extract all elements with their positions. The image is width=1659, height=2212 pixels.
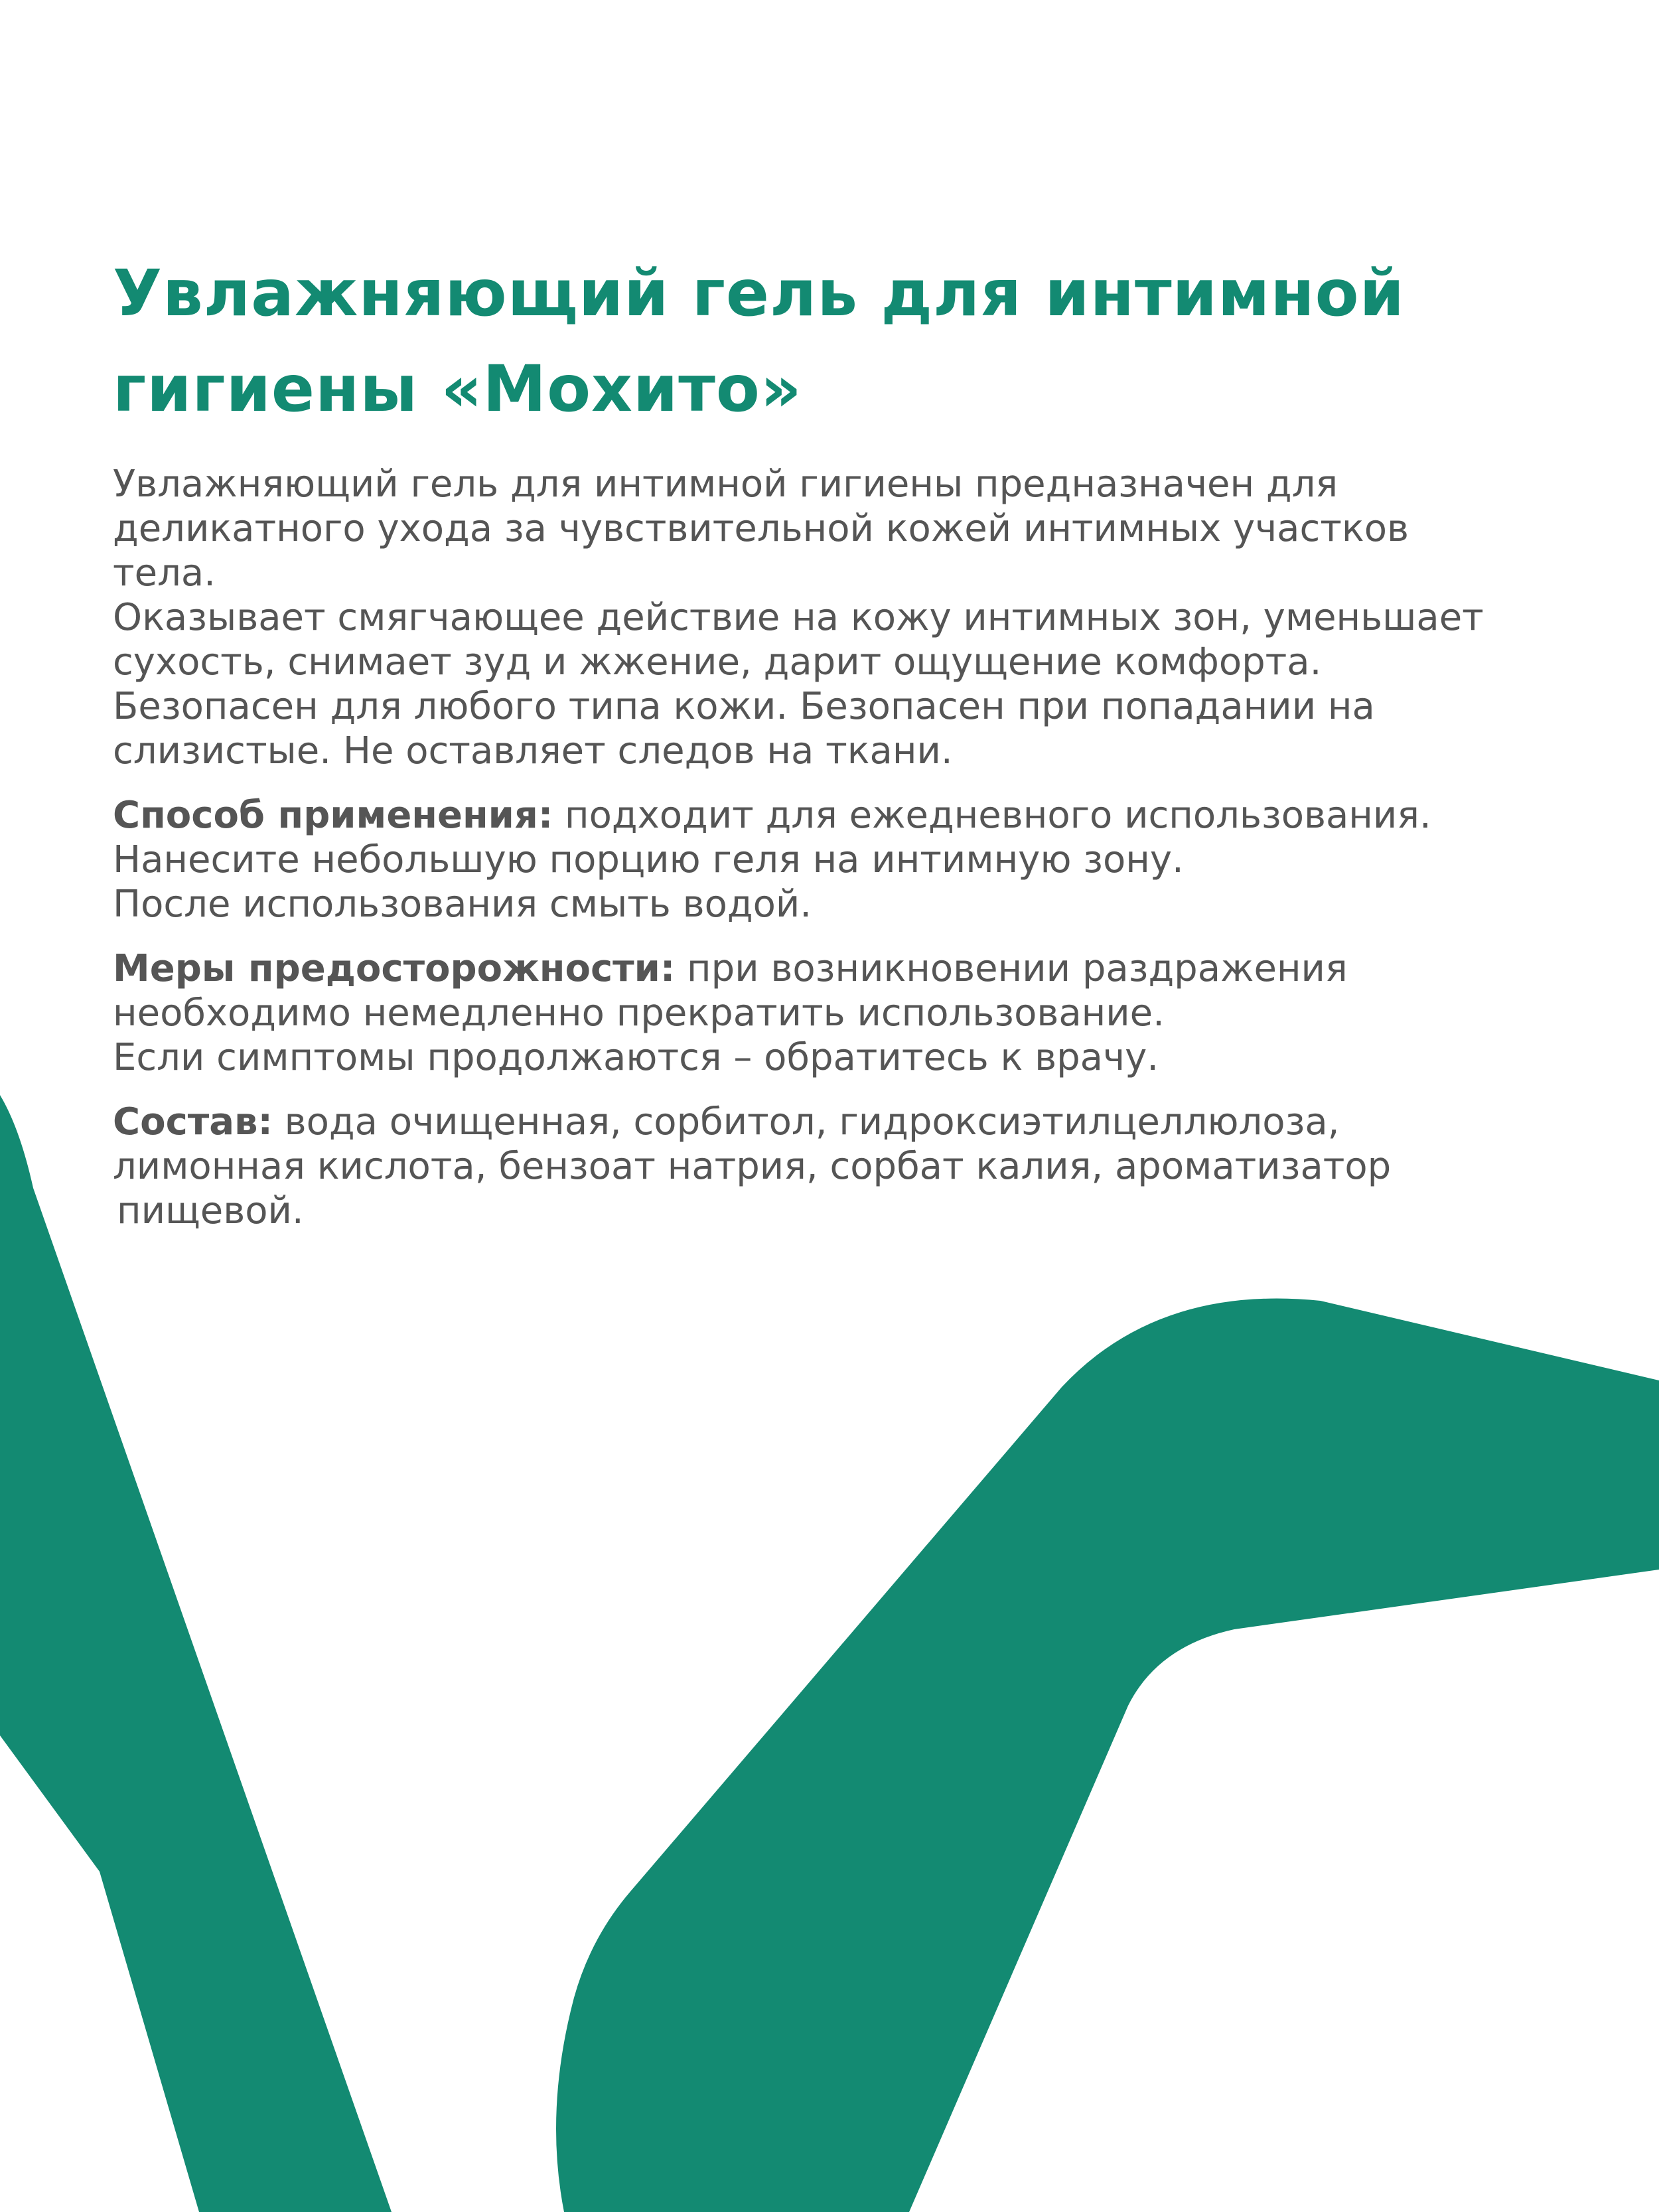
description-line: сухость, снимает зуд и жжение, дарит ощущение комфорта. (113, 640, 1322, 684)
precautions-line-3: Если симптомы продолжаются – обратитесь к врачу. (113, 1036, 1159, 1079)
usage-text: подходит для ежедневного использования. (553, 794, 1431, 837)
usage-line-1 (113, 793, 1599, 838)
usage-label: Способ применения: (113, 794, 553, 837)
content-area (113, 246, 1599, 1253)
composition-label: Состав: (113, 1100, 273, 1143)
description-line: Увлажняющий гель для интимной гигиены предназначен для (113, 463, 1338, 506)
usage-line-2: Нанесите небольшую порцию геля на интимную зону. (113, 838, 1184, 881)
usage-line-3: После использования смыть водой. (113, 883, 812, 926)
precautions-label: Меры предосторожности: (113, 947, 676, 990)
description-line: тела. (113, 552, 216, 595)
description-line: Оказывает смягчающее действие на кожу интимных зон, уменьшает (113, 596, 1484, 639)
composition-line-2: лимонная кислота, бензоат натрия, сорбат калия, ароматизатор (113, 1145, 1392, 1188)
description-paragraph (113, 462, 1599, 773)
title-line-2: гигиены «Мохито» (113, 352, 802, 426)
composition-text: вода очищенная, сорбитол, гидроксиэтилцеллюлоза, (272, 1100, 1340, 1143)
composition-section (113, 1100, 1599, 1233)
usage-section (113, 793, 1599, 926)
precautions-section (113, 946, 1599, 1080)
right-green-boomerang (556, 1299, 1659, 2212)
description-line: Безопасен для любого типа кожи. Безопасен при попадании на (113, 685, 1375, 728)
description-line: деликатного ухода за чувствительной кожей интимных участков (113, 507, 1409, 550)
composition-line-3: пищевой. (117, 1189, 304, 1232)
title-line-1: Увлажняющий гель для интимной (113, 256, 1405, 331)
precautions-line-2: необходимо немедленно прекратить использование. (113, 992, 1165, 1035)
precautions-text: при возникновении раздражения (675, 947, 1348, 990)
description-line: слизистые. Не оставляет следов на ткани. (113, 729, 953, 773)
precautions-line-1 (113, 946, 1599, 991)
composition-line-1 (113, 1100, 1599, 1144)
page-title (113, 246, 1599, 437)
left-green-band (0, 1095, 392, 2212)
